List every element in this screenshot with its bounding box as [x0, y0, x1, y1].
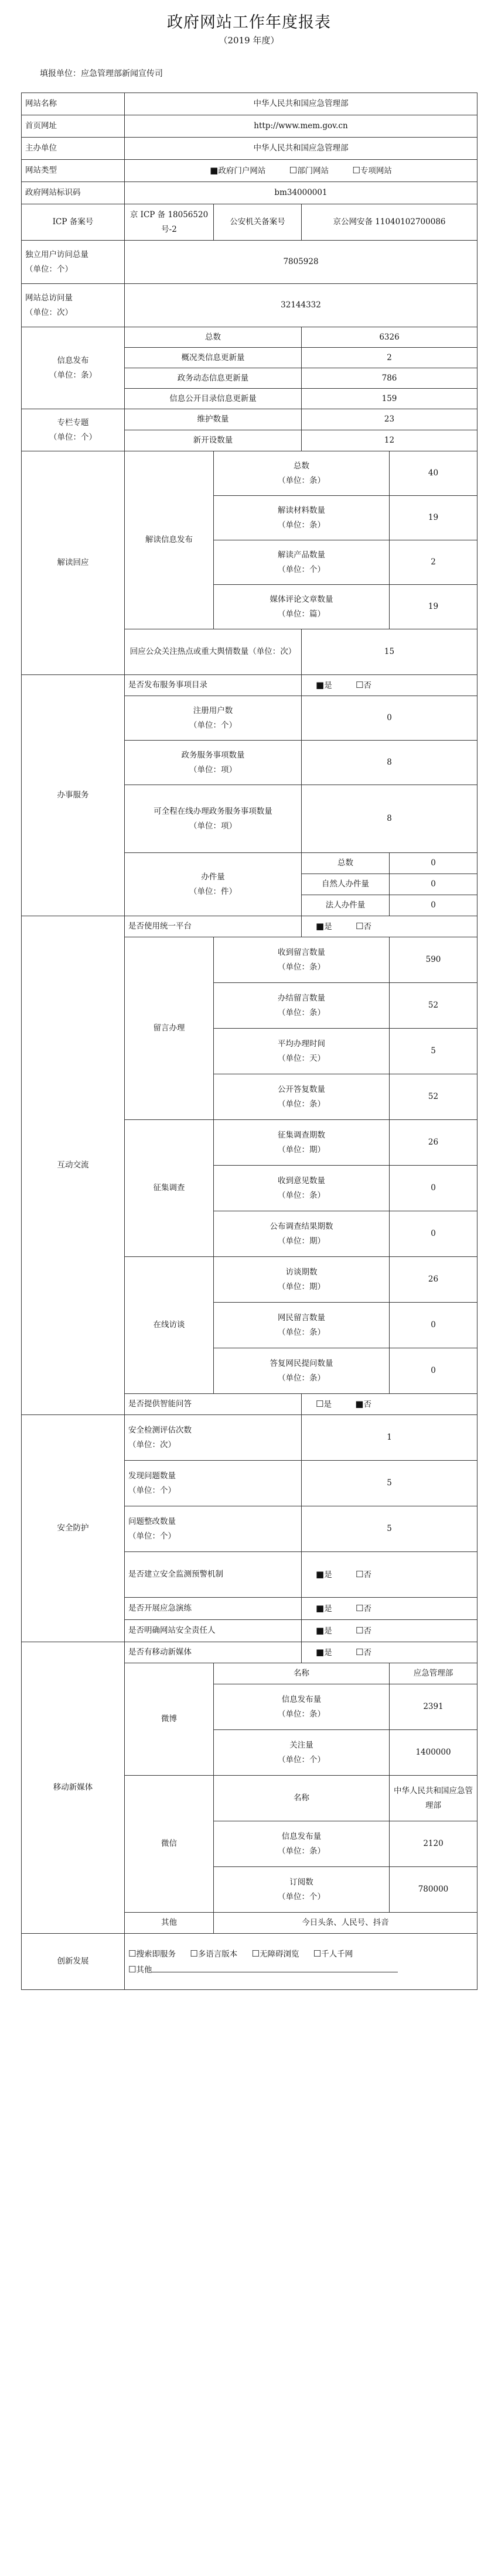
drill-label: 是否开展应急演练	[125, 1598, 302, 1620]
row-interpret	[22, 451, 477, 496]
police-label: 公安机关备案号	[214, 204, 302, 241]
survey-row-label: 公布调查结果期数 （单位：期）	[214, 1211, 390, 1257]
checkbox-icon: ■	[316, 680, 325, 690]
site-type-option[interactable]: ☐部门网站	[289, 165, 329, 176]
info-row-value: 2	[302, 348, 477, 368]
handle-row-label: 自然人办件量	[302, 874, 390, 895]
info-row-value: 786	[302, 368, 477, 389]
icp-label: ICP 备案号	[22, 204, 125, 241]
online-talk-label: 在线访谈	[125, 1257, 214, 1394]
interaction-label: 互动交流	[22, 916, 125, 1415]
checkbox-icon: ☐	[313, 1948, 322, 1959]
online-talk-row-label: 访谈期数 （单位：期）	[214, 1257, 390, 1303]
visitors-value: 7805928	[125, 241, 477, 284]
checkbox-icon: ■	[210, 165, 219, 176]
checkbox-icon: ☐	[316, 1399, 324, 1409]
host-value: 中华人民共和国应急管理部	[125, 138, 477, 160]
innovation-option[interactable]: ☐千人千网	[313, 1948, 353, 1959]
yes-option[interactable]: ■是	[316, 1569, 332, 1580]
row-site-name	[22, 93, 477, 115]
innovation-option[interactable]: ☐无障碍浏览	[251, 1948, 299, 1959]
respond-label: 回应公众关注热点或重大舆情数量（单位：次）	[125, 629, 302, 675]
row-innovation	[22, 1934, 477, 1990]
row-security	[22, 1415, 477, 1461]
items-label: 政务服务事项数量 （单位：项）	[125, 741, 302, 785]
survey-row-value: 26	[390, 1120, 477, 1166]
checkbox-icon: ☐	[289, 165, 298, 176]
innovation-label: 创新发展	[22, 1934, 125, 1990]
row-info	[22, 327, 477, 348]
row-columns	[22, 409, 477, 430]
checkbox-icon: ■	[316, 1647, 325, 1657]
security-label: 安全防护	[22, 1415, 125, 1642]
handle-label: 办件量 （单位：件）	[125, 853, 302, 916]
host-label: 主办单位	[22, 138, 125, 160]
visits-label: 网站总访问量 （单位：次）	[22, 284, 125, 327]
mobile-has-label: 是否有移动新媒体	[125, 1642, 302, 1663]
report-table	[21, 93, 477, 1990]
innovation-other-input[interactable]	[152, 1964, 398, 1972]
respond-value: 15	[302, 629, 477, 675]
wechat-count-value: 2120	[390, 1821, 477, 1867]
survey-row-value: 0	[390, 1166, 477, 1211]
drill-options	[302, 1598, 477, 1620]
platform-label: 是否使用统一平台	[125, 916, 302, 937]
mobile-has-options	[302, 1642, 477, 1663]
visits-value: 32144332	[125, 284, 477, 327]
checkbox-icon: ■	[316, 921, 325, 931]
interpret-label: 解读回应	[22, 451, 125, 675]
security-row-label: 发现问题数量 （单位：个）	[125, 1461, 302, 1506]
mobile-label: 移动新媒体	[22, 1642, 125, 1934]
mobile-other-label: 其他	[125, 1913, 214, 1934]
online-talk-row-label: 答复网民提问数量 （单位：条）	[214, 1348, 390, 1394]
msg-row-label: 办结留言数量 （单位：条）	[214, 983, 390, 1029]
site-code-label: 政府网站标识码	[22, 182, 125, 204]
yes-option[interactable]: ■是	[316, 1647, 332, 1657]
info-row-label: 信息公开目录信息更新量	[125, 389, 302, 409]
interpret-row-label: 媒体评论文章数量 （单位：篇）	[214, 585, 390, 629]
site-type-label: 网站类型	[22, 160, 125, 182]
interpret-row-label: 解读产品数量 （单位：个）	[214, 540, 390, 585]
info-row-label: 概况类信息更新量	[125, 348, 302, 368]
checkbox-icon: ☐	[355, 921, 364, 931]
msg-row-value: 5	[390, 1029, 477, 1074]
row-mobile-has	[22, 1642, 477, 1663]
survey-row-label: 收到意见数量 （单位：条）	[214, 1166, 390, 1211]
innovation-other-option[interactable]: ☐其他	[128, 1962, 398, 1978]
site-type-options	[125, 160, 477, 182]
msg-row-label: 收到留言数量 （单位：条）	[214, 937, 390, 983]
checkbox-icon: ■	[316, 1569, 325, 1580]
checkbox-icon: ☐	[355, 1603, 364, 1614]
monitor-options	[302, 1552, 477, 1598]
wechat-name-label: 名称	[214, 1776, 390, 1821]
site-type-option[interactable]: ■政府门户网站	[210, 165, 266, 176]
weibo-count-label: 信息发布量 （单位：条）	[214, 1684, 390, 1730]
users-label: 注册用户数 （单位：个）	[125, 696, 302, 741]
checkbox-icon: ☐	[190, 1948, 198, 1959]
msg-row-value: 590	[390, 937, 477, 983]
site-name-label: 网站名称	[22, 93, 125, 115]
no-option[interactable]: ☐否	[355, 1625, 371, 1636]
services-label: 办事服务	[22, 675, 125, 916]
yes-option[interactable]: ■是	[316, 1625, 332, 1636]
columns-label: 专栏专题 （单位：个）	[22, 409, 125, 451]
interpret-row-label: 总数 （单位：条）	[214, 451, 390, 496]
msg-row-value: 52	[390, 1074, 477, 1120]
weibo-count-value: 2391	[390, 1684, 477, 1730]
msg-row-label: 平均办理时间 （单位：天）	[214, 1029, 390, 1074]
site-type-option[interactable]: ☐专项网站	[352, 165, 392, 176]
row-visitors	[22, 241, 477, 284]
police-value: 京公网安备 11040102700086	[302, 204, 477, 241]
survey-row-value: 0	[390, 1211, 477, 1257]
row-site-url	[22, 115, 477, 138]
wechat-label: 微信	[125, 1776, 214, 1913]
wechat-name-value: 中华人民共和国应急管理部	[390, 1776, 477, 1821]
catalog-label: 是否发布服务事项目录	[125, 675, 302, 696]
weibo-name-value: 应急管理部	[390, 1663, 477, 1684]
info-row-label: 政务动态信息更新量	[125, 368, 302, 389]
fill-unit-value: 应急管理部新闻宣传司	[81, 69, 163, 78]
wechat-count-label: 信息发布量 （单位：条）	[214, 1821, 390, 1867]
security-row-value: 5	[302, 1461, 477, 1506]
owner-options	[302, 1620, 477, 1642]
online-value: 8	[302, 785, 477, 853]
checkbox-icon: ☐	[355, 1625, 364, 1636]
handle-row-label: 法人办件量	[302, 895, 390, 916]
checkbox-icon: ☐	[128, 1948, 137, 1959]
row-site-type	[22, 160, 477, 182]
security-row-label: 安全检测评估次数 （单位：次）	[125, 1415, 302, 1461]
innovation-option[interactable]: ☐多语言版本	[190, 1948, 238, 1959]
handle-row-value: 0	[390, 895, 477, 916]
owner-label: 是否明确网站安全责任人	[125, 1620, 302, 1642]
msg-row-value: 52	[390, 983, 477, 1029]
checkbox-icon: ■	[355, 1399, 364, 1409]
online-talk-row-value: 26	[390, 1257, 477, 1303]
msg-row-label: 公开答复数量 （单位：条）	[214, 1074, 390, 1120]
yes-option[interactable]: ■是	[316, 1603, 332, 1614]
checkbox-icon: ☐	[355, 1647, 364, 1657]
checkbox-icon: ☐	[352, 165, 360, 176]
interpret-row-value: 2	[390, 540, 477, 585]
no-option[interactable]: ☐否	[355, 680, 371, 690]
checkbox-icon: ☐	[128, 1964, 137, 1975]
columns-row-value: 23	[302, 409, 477, 430]
columns-row-label: 维护数量	[125, 409, 302, 430]
wechat-sub-label: 订阅数 （单位：个）	[214, 1867, 390, 1913]
site-code-value: bm34000001	[125, 182, 477, 204]
report-year: （2019 年度）	[219, 35, 279, 46]
security-row-value: 5	[302, 1506, 477, 1552]
innovation-option[interactable]: ☐搜索即服务	[128, 1948, 176, 1959]
fill-unit	[40, 67, 163, 79]
no-option[interactable]: ☐否	[355, 1603, 371, 1614]
interpret-row-label: 解读材料数量 （单位：条）	[214, 496, 390, 540]
survey-label: 征集调查	[125, 1120, 214, 1257]
interpret-row-value: 19	[390, 585, 477, 629]
weibo-label: 微博	[125, 1663, 214, 1776]
row-site-code	[22, 182, 477, 204]
info-row-label: 总数	[125, 327, 302, 348]
online-talk-row-label: 网民留言数量 （单位：条）	[214, 1303, 390, 1348]
yes-option[interactable]: ☐是	[316, 1399, 332, 1409]
report-title: 政府网站工作年度报表	[167, 13, 331, 32]
weibo-follow-value: 1400000	[390, 1730, 477, 1776]
no-option[interactable]: ■否	[355, 1399, 371, 1409]
row-catalog	[22, 675, 477, 696]
checkbox-icon: ■	[316, 1603, 325, 1614]
interpret-sub-label: 解读信息发布	[125, 451, 214, 629]
handle-row-value: 0	[390, 853, 477, 874]
platform-options	[302, 916, 477, 937]
columns-row-value: 12	[302, 430, 477, 451]
mobile-other-value: 今日头条、人民号、抖音	[214, 1913, 477, 1934]
items-value: 8	[302, 741, 477, 785]
no-option[interactable]: ☐否	[355, 921, 371, 931]
site-name-value: 中华人民共和国应急管理部	[125, 93, 477, 115]
catalog-options	[302, 675, 477, 696]
msg-label: 留言办理	[125, 937, 214, 1120]
security-row-label: 问题整改数量 （单位：个）	[125, 1506, 302, 1552]
yes-option[interactable]: ■是	[316, 921, 332, 931]
icp-value: 京 ICP 备 18056520 号-2	[125, 204, 214, 241]
info-row-value: 6326	[302, 327, 477, 348]
handle-row-value: 0	[390, 874, 477, 895]
innovation-options	[125, 1934, 477, 1990]
checkbox-icon: ☐	[355, 680, 364, 690]
wechat-sub-value: 780000	[390, 1867, 477, 1913]
site-url-value: http://www.mem.gov.cn	[125, 115, 477, 138]
checkbox-icon: ☐	[251, 1948, 260, 1959]
yes-option[interactable]: ■是	[316, 680, 332, 690]
smart-options	[302, 1394, 477, 1415]
checkbox-icon: ■	[316, 1625, 325, 1636]
security-row-value: 1	[302, 1415, 477, 1461]
row-visits	[22, 284, 477, 327]
site-url-label: 首页网址	[22, 115, 125, 138]
columns-row-label: 新开设数量	[125, 430, 302, 451]
smart-label: 是否提供智能问答	[125, 1394, 302, 1415]
fill-unit-label: 填报单位：	[40, 69, 81, 78]
interpret-row-value: 40	[390, 451, 477, 496]
online-talk-row-value: 0	[390, 1348, 477, 1394]
monitor-label: 是否建立安全监测预警机制	[125, 1552, 302, 1598]
visitors-label: 独立用户访问总量 （单位：个）	[22, 241, 125, 284]
info-label: 信息发布 （单位：条）	[22, 327, 125, 409]
survey-row-label: 征集调查期数 （单位：期）	[214, 1120, 390, 1166]
no-option[interactable]: ☐否	[355, 1647, 371, 1657]
users-value: 0	[302, 696, 477, 741]
row-host	[22, 138, 477, 160]
weibo-name-label: 名称	[214, 1663, 390, 1684]
handle-row-label: 总数	[302, 853, 390, 874]
info-row-value: 159	[302, 389, 477, 409]
checkbox-icon: ☐	[355, 1569, 364, 1580]
online-talk-row-value: 0	[390, 1303, 477, 1348]
row-icp	[22, 204, 477, 241]
row-platform	[22, 916, 477, 937]
interpret-row-value: 19	[390, 496, 477, 540]
weibo-follow-label: 关注量 （单位：个）	[214, 1730, 390, 1776]
online-label: 可全程在线办理政务服务事项数量 （单位：项）	[125, 785, 302, 853]
no-option[interactable]: ☐否	[355, 1569, 371, 1580]
